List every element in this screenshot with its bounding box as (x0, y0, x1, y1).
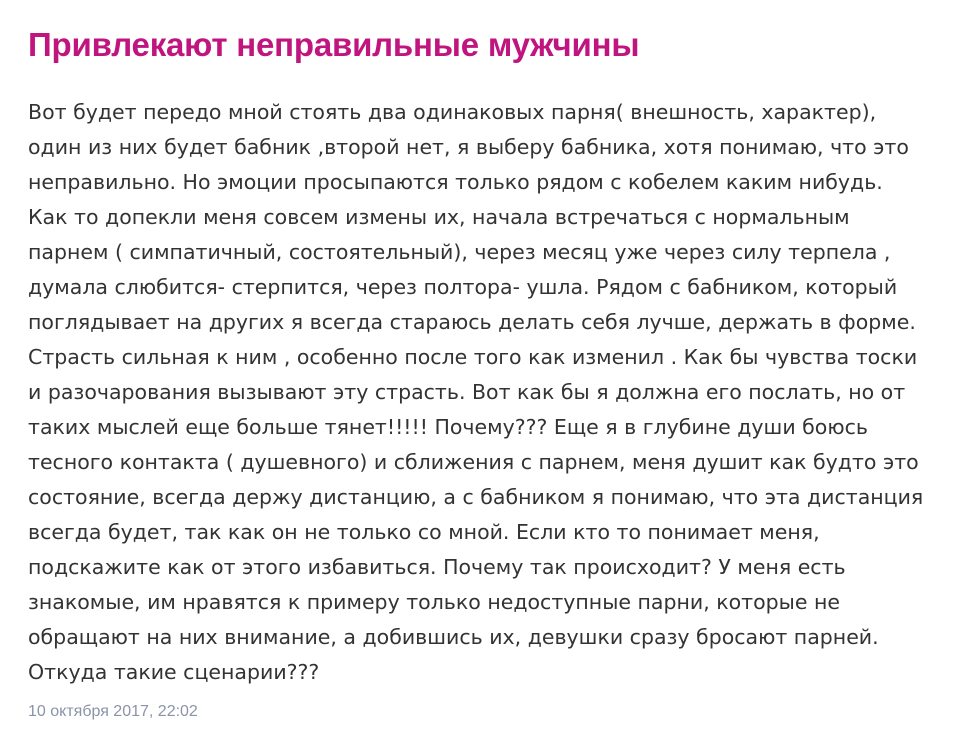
post-body-line: таких мыслей еще больше тянет!!!!! Почему??? Еще я в глубине души боюсь (28, 415, 868, 439)
post-body-line: знакомые, им нравятся к примеру только недоступные парни, которые не (28, 590, 841, 614)
post-body-line: поглядывает на других я всегда стараюсь делать себя лучше, держать в форме. (28, 310, 916, 334)
post-title: Привлекают неправильные мужчины (28, 26, 640, 63)
post-body-line: Страсть сильная к ним , особенно после того как изменил . Как бы чувства тоски (28, 345, 918, 369)
post-body-line: думала слюбится- стерпится, через полтора- ушла. Рядом с бабником, который (28, 275, 898, 299)
post-body-line: Как то допекли меня совсем измены их, начала встречаться с нормальным (28, 205, 850, 229)
post-timestamp: 10 октября 2017, 22:02 (28, 703, 198, 720)
post-body-line: и разочарования вызывают эту страсть. Вот как бы я должна его послать, но от (28, 380, 906, 404)
post-body-line: неправильно. Но эмоции просыпаются только рядом с кобелем каким нибудь. (28, 170, 883, 194)
post-body-line: тесного контакта ( душевного) и сближения с парнем, меня душит как будто это (28, 450, 919, 474)
post-body-line: состояние, всегда держу дистанцию, а с бабником я понимаю, что эта дистанция (28, 485, 924, 509)
post (28, 0, 928, 722)
post-body-line: парнем ( симпатичный, состоятельный), через месяц уже через силу терпела , (28, 240, 891, 264)
post-body-line: подскажите как от этого избавиться. Почему так происходит? У меня есть (28, 555, 846, 579)
post-body-line: обращают на них внимание, а добившись их, девушки сразу бросают парней. (28, 625, 879, 649)
post-body-line: всегда будет, так как он не только со мной. Если кто то понимает меня, (28, 520, 820, 544)
post-body (28, 95, 928, 690)
post-body-line: Вот будет передо мной стоять два одинаковых парня( внешность, характер), (28, 100, 877, 124)
post-body-line: один из них будет бабник ,второй нет, я выберу бабника, хотя понимаю, что это (28, 135, 909, 159)
post-body-line: Откуда такие сценарии??? (28, 660, 320, 684)
